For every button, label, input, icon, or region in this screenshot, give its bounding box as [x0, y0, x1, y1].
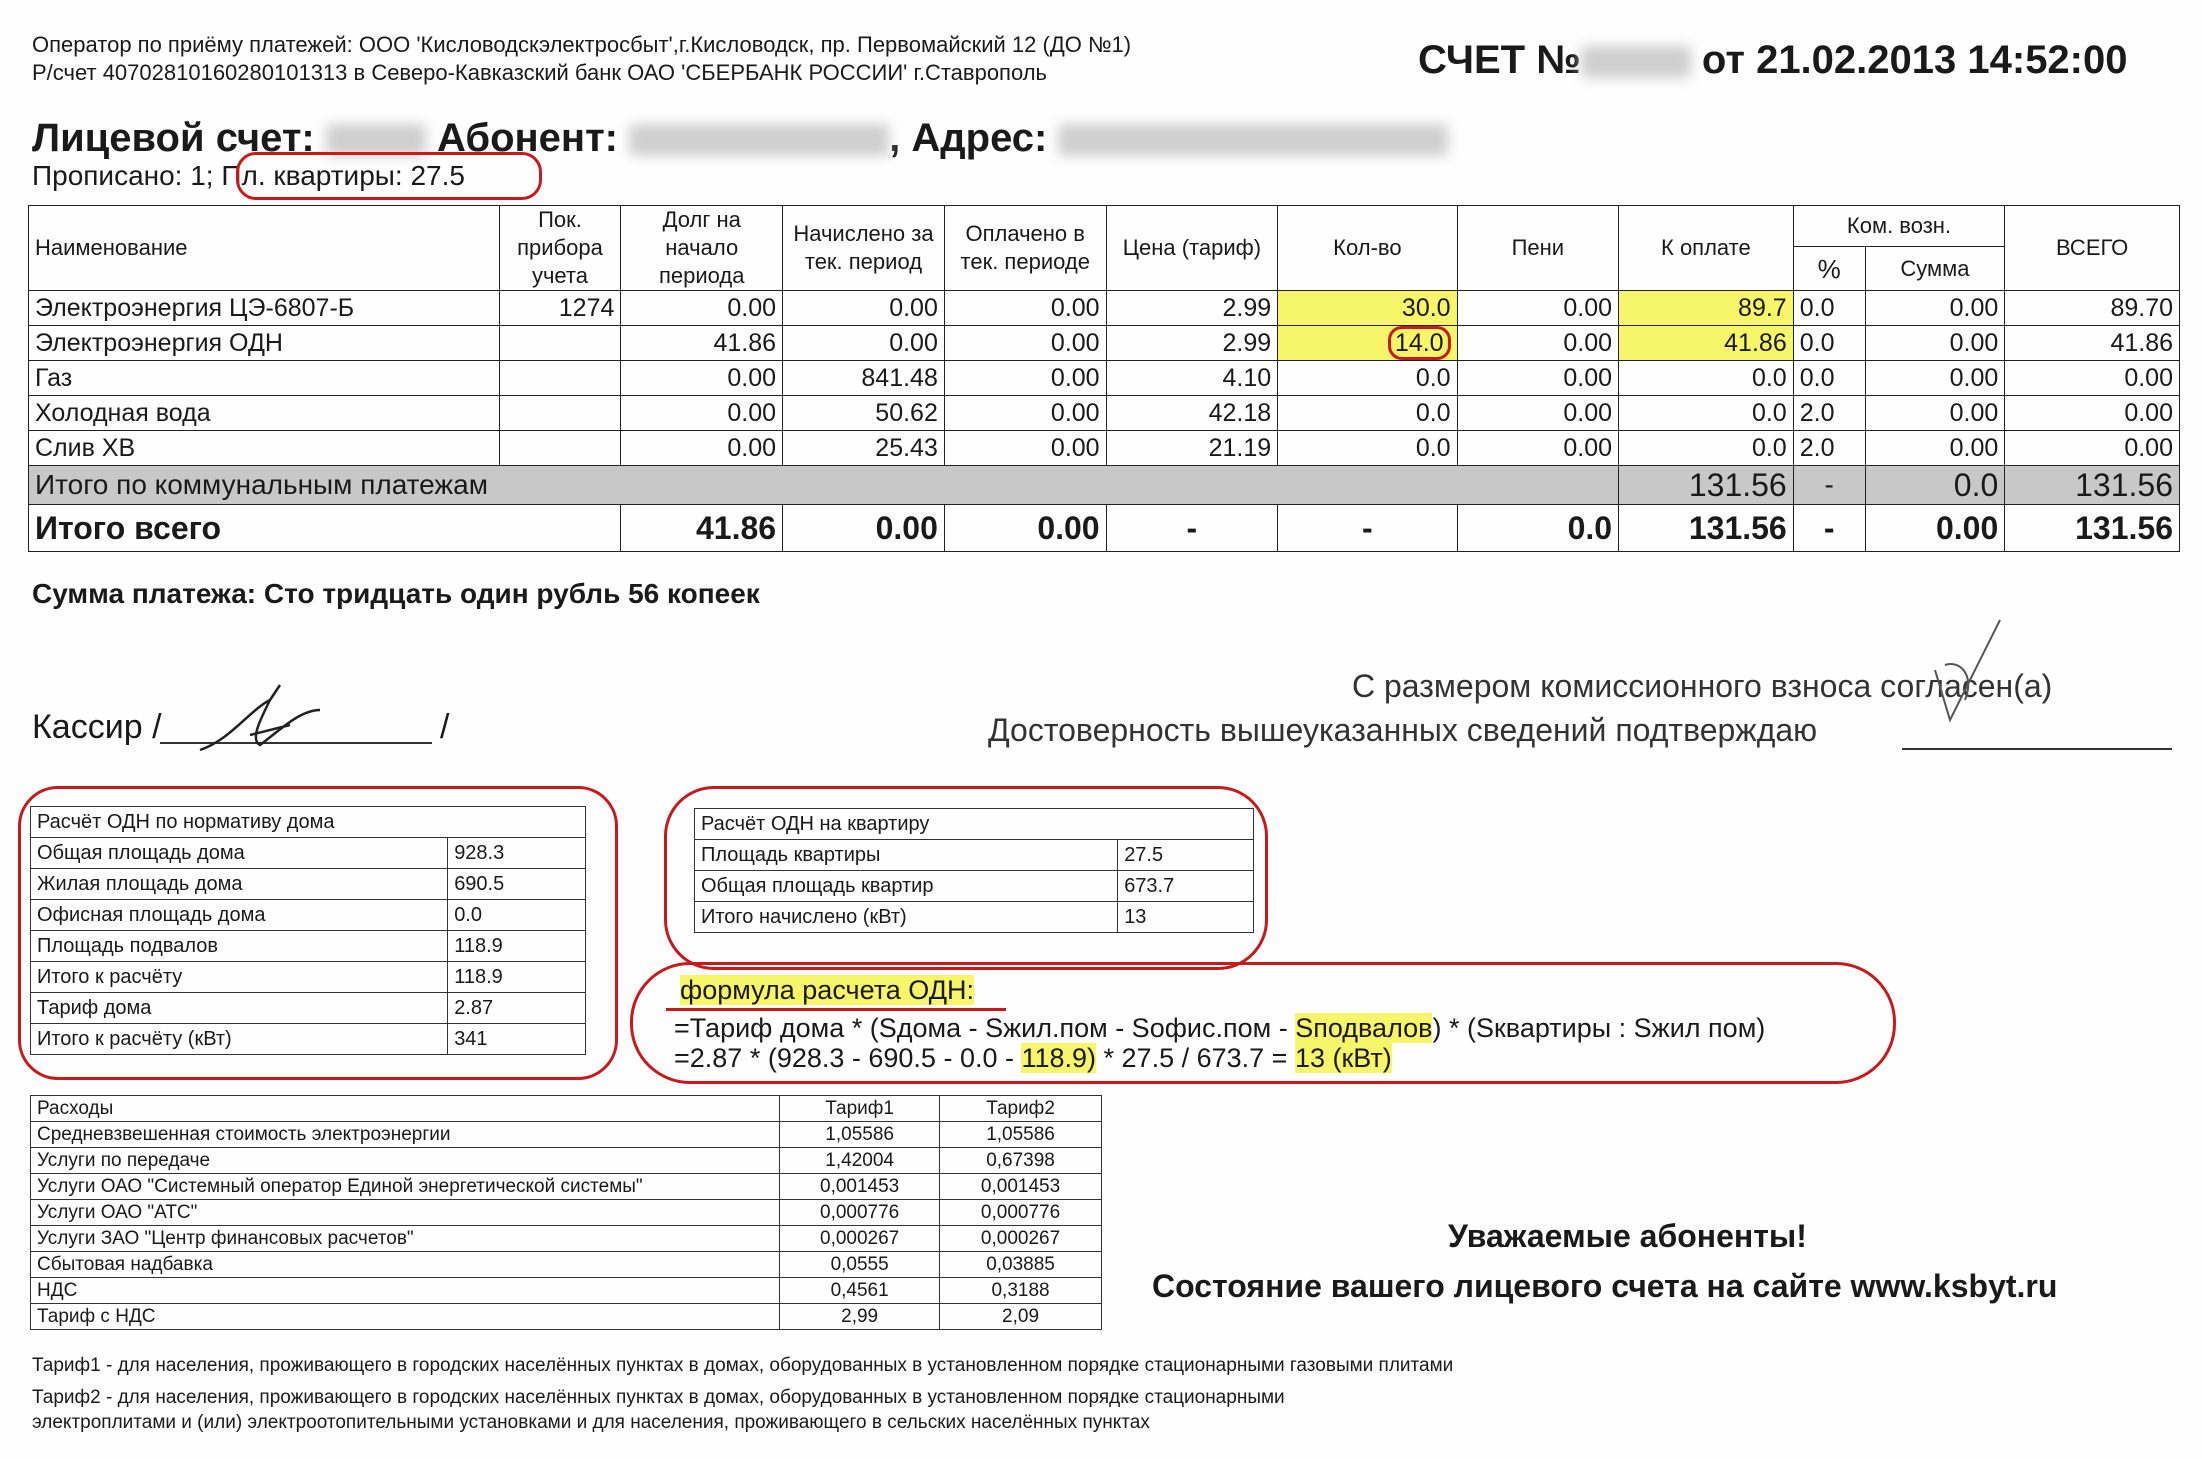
cell: 0,001453	[780, 1174, 940, 1200]
cell	[499, 326, 621, 361]
checkmark-signature	[1920, 610, 2010, 730]
col-debt: Долг на начало периода	[621, 206, 783, 291]
cell: 0.0	[1278, 431, 1457, 466]
cell: 0.00	[1457, 396, 1618, 431]
table-row	[29, 291, 2180, 326]
cell: 0,67398	[940, 1148, 1102, 1174]
cell: 0,03885	[940, 1252, 1102, 1278]
cell: 0,4561	[780, 1278, 940, 1304]
cell: 118.9	[448, 931, 586, 962]
total-row	[29, 505, 2180, 552]
cell: 0.00	[944, 431, 1106, 466]
cashier-label: Кассир /	[32, 708, 162, 746]
col-penalty: Пени	[1457, 206, 1618, 291]
total-penalty: 0.0	[1457, 505, 1618, 552]
cell: 0.00	[783, 291, 945, 326]
cell	[499, 361, 621, 396]
formula-line-2-highlight-1: 118.9)	[1021, 1043, 1097, 1073]
cell: Слив ХВ	[29, 431, 500, 466]
cell: 0,000776	[940, 1200, 1102, 1226]
cell: 0.00	[1457, 431, 1618, 466]
odn-house-annotation	[18, 786, 618, 1080]
total-qty: -	[1278, 505, 1457, 552]
cell: 673.7	[1118, 871, 1254, 902]
odn-flat-annotation	[664, 786, 1268, 970]
cell: 0.0	[1278, 396, 1457, 431]
cell: 0.00	[944, 326, 1106, 361]
expenses-header: Расходы	[31, 1096, 780, 1122]
cell: Итого к расчёту (кВт)	[31, 1024, 448, 1055]
col-total: ВСЕГО	[2005, 206, 2180, 291]
cell: 0.0	[1619, 431, 1794, 466]
cell: 21.19	[1106, 431, 1278, 466]
cell: 2.0	[1793, 396, 1865, 431]
cell: Электроэнергия ЦЭ-6807-Б	[29, 291, 500, 326]
subscriber-name-redacted	[629, 124, 889, 156]
subtotal-to-pay: 131.56	[1619, 466, 1794, 505]
cell: 0.0	[1793, 291, 1865, 326]
registered-count: Прописано: 1;	[32, 160, 214, 191]
col-commission-percent: %	[1793, 247, 1865, 291]
total-to-pay: 131.56	[1619, 505, 1794, 552]
operator-line-2: Р/счет 40702810160280101313 в Северо-Кавказский банк ОАО 'СБЕРБАНК РОССИИ' г.Ставрополь	[32, 60, 1048, 85]
tariff2-header: Тариф2	[940, 1096, 1102, 1122]
cell: 0.0	[1278, 361, 1457, 396]
formula-line-1-highlight: Sподвалов	[1295, 1013, 1433, 1043]
col-charged: Начислено за тек. период	[783, 206, 945, 291]
cell: 27.5	[1118, 840, 1254, 871]
address-redacted	[1058, 124, 1448, 156]
cell: Тариф с НДС	[31, 1304, 780, 1330]
cell: 0.00	[1865, 291, 2005, 326]
cell: 4.10	[1106, 361, 1278, 396]
col-qty: Кол-во	[1278, 206, 1457, 291]
cell: 0,001453	[940, 1174, 1102, 1200]
subscriber-label: Абонент:	[437, 116, 618, 160]
area-annotation-circle	[236, 152, 542, 200]
cell: 2.0	[1793, 431, 1865, 466]
cell: 0.0	[1793, 326, 1865, 361]
formula-line-1a: =Тариф дома * (Sдома - Sжил.пом - Sофис.пом -	[674, 1013, 1296, 1043]
cell: 25.43	[783, 431, 945, 466]
cell: Тариф дома	[31, 993, 448, 1024]
cell: 41.86	[621, 326, 783, 361]
operator-line-1: Оператор по приёму платежей: ООО 'Кисловодскэлектросбыт',г.Кисловодск, пр. Первомайский 12 (ДО №1)	[32, 32, 1132, 57]
cashier-end: /	[440, 708, 450, 746]
cell: 2.99	[1106, 291, 1278, 326]
col-paid: Оплачено в тек. периоде	[944, 206, 1106, 291]
formula-annotation	[630, 962, 1896, 1084]
cell: 841.48	[783, 361, 945, 396]
total-debt: 41.86	[621, 505, 783, 552]
cell: 0.00	[944, 291, 1106, 326]
cell: 1,05586	[780, 1122, 940, 1148]
cell: 118.9	[448, 962, 586, 993]
cell: 0.0	[1793, 361, 1865, 396]
formula-line-1b: ) * (Sквартиры : Sжил пом)	[1432, 1013, 1766, 1043]
cell: 0.00	[944, 396, 1106, 431]
notice-website: Состояние вашего лицевого счета на сайте www.ksbyt.ru	[1152, 1268, 2058, 1304]
cell	[499, 431, 621, 466]
tariff1-header: Тариф1	[780, 1096, 940, 1122]
expenses-table	[30, 1095, 1102, 1330]
table-row	[29, 361, 2180, 396]
cell: Офисная площадь дома	[31, 900, 448, 931]
qty-annotation-circle: 14.0	[1388, 326, 1451, 360]
cell: Средневзвешенная стоимость электроэнергии	[31, 1122, 780, 1148]
col-price: Цена (тариф)	[1106, 206, 1278, 291]
invoice-number-redacted	[1581, 46, 1691, 78]
cell: 0.00	[1865, 326, 2005, 361]
col-name: Наименование	[29, 206, 500, 291]
cell: 42.18	[1106, 396, 1278, 431]
formula-line-2-highlight-2: 13 (кВт)	[1294, 1043, 1392, 1073]
footnote-tariff2-line1: Тариф2 - для населения, проживающего в городских населённых пунктах в домах, оборудованных в установленном порядке стационарными	[32, 1387, 1285, 1408]
cell: 0.00	[621, 431, 783, 466]
cell: Электроэнергия ОДН	[29, 326, 500, 361]
payment-sum: Сумма платежа: Сто тридцать один рубль 56 копеек	[32, 578, 760, 609]
total-price: -	[1106, 505, 1278, 552]
cell: 1274	[499, 291, 621, 326]
table-row	[29, 431, 2180, 466]
cell: 2,99	[780, 1304, 940, 1330]
cell: 0.00	[1457, 291, 1618, 326]
charges-table	[28, 205, 2180, 552]
invoice-date: от 21.02.2013 14:52:00	[1690, 38, 2128, 82]
subtotal-total: 131.56	[2005, 466, 2180, 505]
total-percent: -	[1793, 505, 1865, 552]
cell: 0,000776	[780, 1200, 940, 1226]
cell-highlighted: 41.86	[1619, 326, 1794, 361]
cell: 2.87	[448, 993, 586, 1024]
cell: 1,42004	[780, 1148, 940, 1174]
cell: Итого начислено (кВт)	[695, 902, 1118, 933]
col-commission: Ком. возн.	[1793, 206, 2005, 247]
formula-line-2b: * 27.5 / 673.7 =	[1096, 1043, 1295, 1073]
cell: Площадь подвалов	[31, 931, 448, 962]
formula-line-2a: =2.87 * (928.3 - 690.5 - 0.0 -	[674, 1043, 1022, 1073]
cashier-signature	[190, 680, 340, 760]
cell: Площадь квартиры	[695, 840, 1118, 871]
cell-highlighted	[1278, 326, 1457, 361]
cell: 2.99	[1106, 326, 1278, 361]
cell: 0.00	[1865, 431, 2005, 466]
cell: Услуги ОАО "Системный оператор Единой энергетической системы"	[31, 1174, 780, 1200]
cell: Общая площадь квартир	[695, 871, 1118, 902]
odn-flat-title: Расчёт ОДН на квартиру	[695, 809, 1254, 840]
cell: 0,0555	[780, 1252, 940, 1278]
cell: 0.00	[944, 361, 1106, 396]
subtotal-label: Итого по коммунальным платежам	[29, 466, 1619, 505]
cell: Холодная вода	[29, 396, 500, 431]
cell: Услуги по передаче	[31, 1148, 780, 1174]
cell: 0.00	[2005, 396, 2180, 431]
cell: 13	[1118, 902, 1254, 933]
footnote-tariff2-line2: электроплитами и (или) электроотопительными установками и для населения, проживающего в сельских населённых пунктах	[32, 1412, 1150, 1433]
cell-highlighted: 30.0	[1278, 291, 1457, 326]
cell: 341	[448, 1024, 586, 1055]
cell: Итого к расчёту	[31, 962, 448, 993]
cell: Жилая площадь дома	[31, 869, 448, 900]
cell: 1,05586	[940, 1122, 1102, 1148]
cell-highlighted: 89.7	[1619, 291, 1794, 326]
cell: 0,000267	[780, 1226, 940, 1252]
total-charged: 0.00	[783, 505, 945, 552]
col-to-pay: К оплате	[1619, 206, 1794, 291]
cell: Общая площадь дома	[31, 838, 448, 869]
cell: Услуги ЗАО "Центр финансовых расчетов"	[31, 1226, 780, 1252]
odn-house-title: Расчёт ОДН по нормативу дома	[31, 807, 586, 838]
cell: 928.3	[448, 838, 586, 869]
cell: 0.0	[448, 900, 586, 931]
cell: 0.00	[1865, 361, 2005, 396]
cell: 0,3188	[940, 1278, 1102, 1304]
cell: 0.00	[783, 326, 945, 361]
total-label: Итого всего	[29, 505, 621, 552]
table-row	[29, 326, 2180, 361]
cell: 0.00	[2005, 431, 2180, 466]
cell	[499, 396, 621, 431]
cell: 0,000267	[940, 1226, 1102, 1252]
cell: 0.00	[1865, 396, 2005, 431]
header-row	[29, 206, 2180, 247]
cell: Газ	[29, 361, 500, 396]
invoice-title	[1418, 38, 2128, 83]
cell: 0.0	[1619, 396, 1794, 431]
total-commission: 0.00	[1865, 505, 2005, 552]
total-paid: 0.00	[944, 505, 1106, 552]
agree-line-2: Достоверность вышеуказанных сведений подтверждаю	[988, 712, 1818, 748]
cell: 0.00	[1457, 326, 1618, 361]
cell: 0.00	[1457, 361, 1618, 396]
notice-greeting: Уважаемые абоненты!	[1448, 1218, 1807, 1254]
flat-area: Пл. квартиры: 27.5	[221, 160, 465, 191]
cell: 41.86	[2005, 326, 2180, 361]
agree-line-1: С размером комиссионного взноса согласен(а)	[1352, 668, 2053, 704]
footnote-tariff1: Тариф1 - для населения, проживающего в городских населённых пунктах в домах, оборудованных в установленном порядке стационарными газовыми плитами	[32, 1355, 1454, 1376]
cell: Услуги ОАО "АТС"	[31, 1200, 780, 1226]
cell: 690.5	[448, 869, 586, 900]
subtotal-percent: -	[1793, 466, 1865, 505]
cell: 0.00	[621, 291, 783, 326]
address-label: , Адрес:	[889, 116, 1048, 160]
cell: 0.00	[2005, 361, 2180, 396]
cell: НДС	[31, 1278, 780, 1304]
cell: 50.62	[783, 396, 945, 431]
cell: Сбытовая надбавка	[31, 1252, 780, 1278]
subtotal-commission: 0.0	[1865, 466, 2005, 505]
agree-signature-line	[1902, 748, 2172, 750]
col-commission-sum: Сумма	[1865, 247, 2005, 291]
invoice-prefix: СЧЕТ №	[1418, 38, 1581, 82]
cell: 89.70	[2005, 291, 2180, 326]
table-row	[29, 396, 2180, 431]
cell: 0.0	[1619, 361, 1794, 396]
cell: 0.00	[621, 361, 783, 396]
total-total: 131.56	[2005, 505, 2180, 552]
formula-title-text: формула расчета ОДН:	[680, 975, 974, 1005]
cell: 0.00	[621, 396, 783, 431]
subtotal-row	[29, 466, 2180, 505]
cell: 2,09	[940, 1304, 1102, 1330]
account-label: Лицевой счет:	[32, 116, 315, 160]
col-meter: Пок. прибора учета	[499, 206, 621, 291]
